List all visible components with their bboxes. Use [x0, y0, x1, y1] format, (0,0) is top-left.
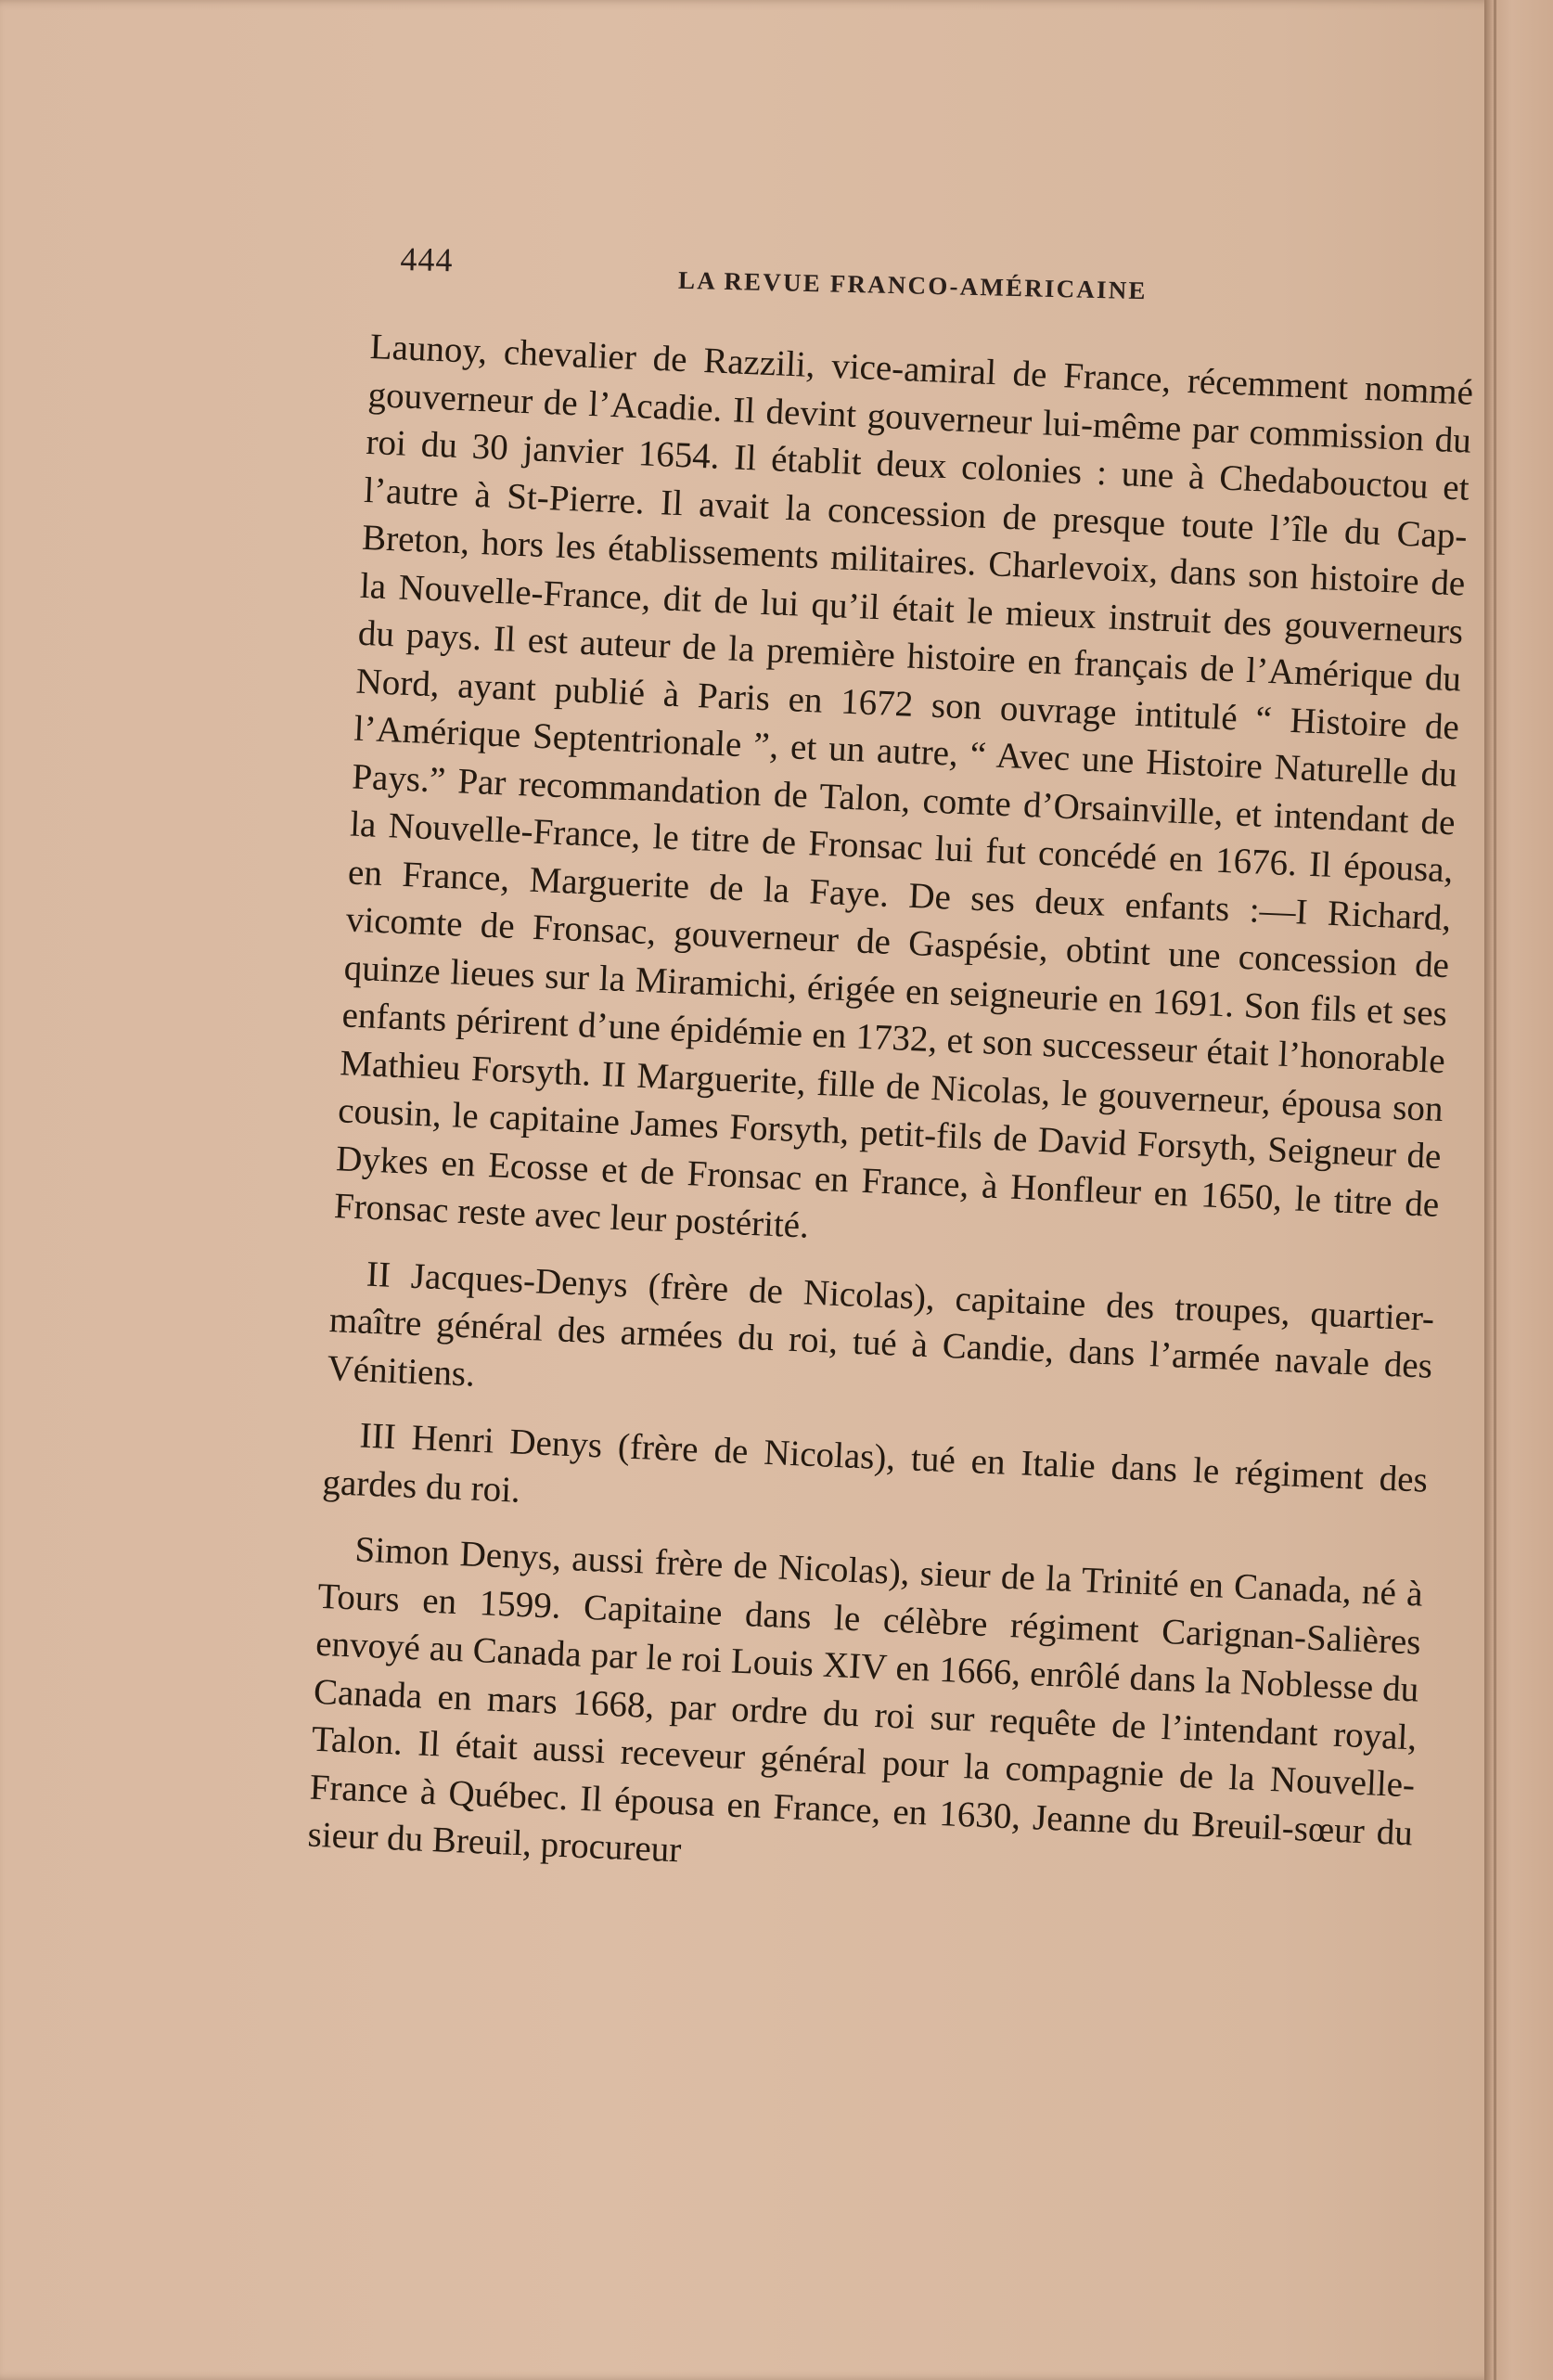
- page-edge: [1484, 0, 1553, 2380]
- paragraph-launoy: Launoy, chevalier de Razzili, vice-amiral de France, récemment nommé gouverneur de l’Acadie. Il devint gouverneur lui-même par commission du roi du 30 janvier 1654. Il établit deux colonies : une à Chedabouctou et l’autre à St-Pierre. Il avait la concession de presque toute l’île du Cap-Breton, hors les établissements militaires. Charlevoix, dans son histoire de la Nouvelle-France, dit de lui qu’il était le mieux instruit des gouverneurs du pays. Il est auteur de la première histoire en français de l’Amérique du Nord, ayant publié à Paris en 1672 son ouvrage intitulé “ Histoire de l’Amérique Septentrionale ”, et un autre, “ Avec une Histoire Naturelle du Pays.” Par recommandation de Talon, comte d’Orsainville, et intendant de la Nouvelle-France, le titre de Fronsac lui fut concédé en 1676. Il épousa, en France, Marguerite de la Faye. De ses deux enfants :—I Richard, vicomte de Fronsac, gouverneur de Gaspésie, obtint une concession de quinze lieues sur la Miramichi, érigée en seigneurie en 1691. Son fils et ses enfants périrent d’une épidémie en 1732, et son successeur était l’honorable Mathieu Forsyth. II Marguerite, fille de Nicolas, le gouverneur, épousa son cousin, le capitaine James Forsyth, petit-fils de David Forsyth, Seigneur de Dykes en Ecosse et de Fronsac en France, à Honfleur en 1650, le titre de Fronsac reste avec leur postérité.: [333, 326, 1474, 1246]
- running-title: LA REVUE FRANCO-AMÉRICAINE: [677, 265, 1149, 305]
- page-number: 444: [400, 239, 454, 279]
- paragraph-henri-denys: III Henri Denys (frère de Nicolas), tué en Italie dans le régiment des gardes du roi.: [321, 1415, 1429, 1511]
- page-header: [400, 239, 1236, 314]
- paragraph-jacques-denys: II Jacques-Denys (frère de Nicolas), capitaine des troupes, quartier-maître général des armées du roi, tué à Candie, dans l’armée navale des Vénitiens.: [326, 1254, 1435, 1395]
- body-text: [306, 323, 1474, 1923]
- paragraph-simon-denys: Simon Denys, aussi frère de Nicolas), sieur de la Trinité en Canada, né à Tours en 1599. Capitaine dans le célèbre régiment Carignan-Salières envoyé au Canada par le roi Louis XIV en 1666, enrôlé dans la Noblesse du Canada en mars 1668, par ordre du roi sur requête de l’intendant royal, Talon. Il était aussi receveur général pour la compagnie de la Nouvelle-France à Québec. Il épousa en France, en 1630, Jeanne du Breuil-sœur du sieur du Breuil, procureur: [306, 1529, 1424, 1871]
